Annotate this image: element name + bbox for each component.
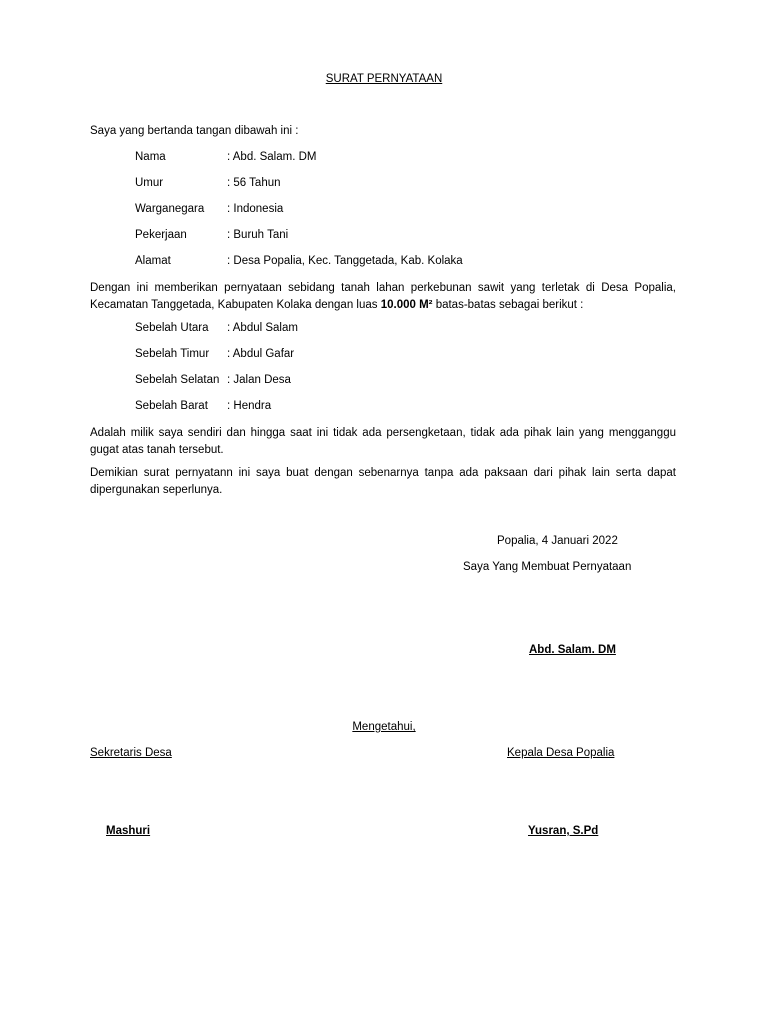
statement-text-end: batas-batas sebagai berikut : — [432, 298, 584, 311]
land-area: 10.000 M² — [380, 298, 433, 311]
identity-value: : Desa Popalia, Kec. Tanggetada, Kab. Kolaka — [227, 255, 463, 267]
village-secretary-name: Mashuri — [106, 825, 151, 837]
village-secretary-title: Sekretaris Desa — [90, 747, 172, 759]
border-label: Sebelah Utara — [135, 322, 209, 334]
intro-line: Saya yang bertanda tangan dibawah ini : — [90, 125, 299, 137]
border-label: Sebelah Selatan — [135, 374, 220, 386]
identity-row-occupation — [135, 229, 288, 241]
identity-row-citizenship — [135, 203, 283, 215]
identity-row-age — [135, 177, 281, 189]
statement-paragraph — [90, 280, 676, 313]
border-label: Sebelah Barat — [135, 400, 208, 412]
identity-value: : Buruh Tani — [227, 229, 289, 241]
identity-row-address — [135, 255, 463, 267]
identity-value: : Indonesia — [227, 203, 284, 215]
border-value: : Jalan Desa — [227, 374, 291, 386]
signer-caption: Saya Yang Membuat Pernyataan — [463, 561, 632, 573]
statement-text: Dengan ini memberikan pernyataan sebidang tanah lahan perkebunan sawit yang terletak di Desa Popalia, Kecamatan Tanggetada, Kabupaten Kolaka dengan luas — [90, 282, 676, 311]
closing-paragraph: Demikian surat pernyatann ini saya buat dengan sebenarnya tanpa ada paksaan dari pihak lain serta dapat dipergunakan seperlunya. — [90, 467, 676, 496]
border-label: Sebelah Timur — [135, 348, 210, 360]
document-title: SURAT PERNYATAAN — [325, 73, 443, 85]
border-row-south — [135, 374, 291, 386]
identity-value: : Abd. Salam. DM — [227, 151, 317, 163]
ownership-paragraph: Adalah milik saya sendiri dan hingga saat ini tidak ada persengketaan, tidak ada pihak lain yang mengganggu gugat atas tanah tersebut. — [90, 427, 676, 456]
border-value: : Hendra — [227, 400, 272, 412]
village-head-name: Yusran, S.Pd — [528, 825, 599, 837]
signer-name: Abd. Salam. DM — [529, 644, 616, 656]
identity-row-name — [135, 151, 316, 163]
border-row-east — [135, 348, 294, 360]
border-value: : Abdul Gafar — [227, 348, 295, 360]
identity-label: Umur — [135, 177, 164, 189]
place-date: Popalia, 4 Januari 2022 — [497, 535, 618, 547]
border-row-west — [135, 400, 271, 412]
identity-value: : 56 Tahun — [227, 177, 281, 189]
identity-label: Nama — [135, 151, 166, 163]
border-row-north — [135, 322, 298, 334]
village-head-title: Kepala Desa Popalia — [507, 747, 615, 759]
identity-label: Pekerjaan — [135, 229, 187, 241]
identity-label: Warganegara — [135, 203, 205, 215]
identity-label: Alamat — [135, 255, 171, 267]
acknowledged-label: Mengetahui, — [352, 721, 416, 733]
border-value: : Abdul Salam — [227, 322, 298, 334]
